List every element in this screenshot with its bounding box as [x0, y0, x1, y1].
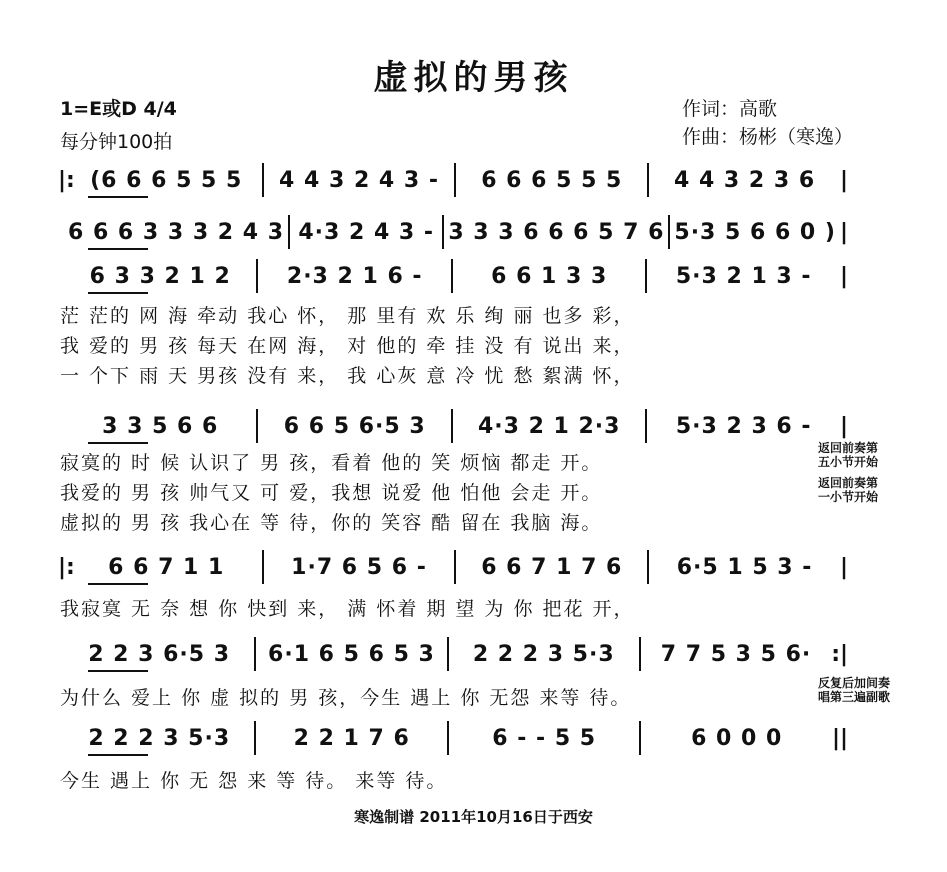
barline [262, 550, 264, 584]
lyric-line: 我爱的 男 孩 帅气又 可 爱，我想 说爱 他 怕他 会走 开。 [60, 482, 603, 504]
performance-note-line: 一小节开始 [818, 490, 879, 504]
measure: 2 2 3 6·5 3 [88, 641, 231, 667]
barline [647, 163, 649, 197]
barline [668, 215, 670, 249]
row-end-barline: | [839, 413, 848, 439]
barline [288, 215, 290, 249]
measure: 6·1 6 5 6 5 3 [268, 641, 435, 667]
repeat-start-sign: |: [58, 554, 75, 580]
beam-line [88, 442, 148, 444]
measure: 5·3 2 1 3 - [675, 263, 812, 289]
lyric-line: 今生 遇上 你 无 怨 来 等 待。 来等 待。 [60, 770, 448, 792]
measure: 6 3 3 2 1 2 [89, 263, 231, 289]
barline [645, 409, 647, 443]
barline [447, 721, 449, 755]
measure: 1·7 6 5 6 - [291, 554, 427, 580]
key-signature: 1=E或D 4/4 [60, 98, 177, 120]
measure: 6 0 0 0 [691, 725, 783, 751]
measure: 4 4 3 2 3 6 [674, 167, 816, 193]
performance-note-line: 反复后加间奏 [818, 676, 891, 690]
barline [451, 259, 453, 293]
lyric-line: 茫 茫的 网 海 牵动 我心 怀， 那 里有 欢 乐 绚 丽 也多 彩， [60, 305, 635, 327]
measure: 6 6 6 5 5 5 [481, 167, 623, 193]
measure: 5·3 2 3 6 - [675, 413, 812, 439]
barline [254, 721, 256, 755]
barline [256, 409, 258, 443]
barline [447, 637, 449, 671]
barline [254, 637, 256, 671]
notation-row [58, 716, 848, 760]
measure: 6 - - 5 5 [492, 725, 597, 751]
performance-note [818, 476, 878, 504]
measure: 6 6 6 3 3 3 2 4 3 [68, 219, 285, 245]
lyric-line: 为什么 爱上 你 虚 拟的 男 孩，今生 遇上 你 无怨 来等 待。 [60, 687, 632, 709]
song-title: 虚拟的男孩 [373, 58, 574, 98]
lyric-line: 一 个下 雨 天 男孩 没有 来， 我 心灰 意 冷 忧 愁 絮满 怀， [60, 365, 635, 387]
performance-note [818, 441, 878, 469]
row-end-barline: | [839, 167, 849, 193]
lyricist: 作词：高歌 [682, 98, 778, 120]
performance-note [818, 676, 890, 704]
measure: 3 3 5 6 6 [102, 413, 219, 439]
measure: 6 6 7 1 7 6 [481, 554, 623, 580]
measure: 4 4 3 2 4 3 - [279, 167, 439, 193]
row-end-barline: :| [831, 641, 849, 667]
lyric-line: 虚拟的 男 孩 我心在 等 待，你的 笑容 酷 留在 我脑 海。 [60, 512, 603, 534]
beam-line [88, 670, 148, 672]
measure: 4·3 2 4 3 - [298, 219, 435, 245]
row-end-barline: | [839, 263, 848, 289]
beam-line [88, 754, 148, 756]
measure: 3 3 3 6 6 6 5 7 6 [448, 219, 665, 245]
measure: 2 2 2 3 5·3 [88, 725, 231, 751]
lyric-line: 我 爱的 男 孩 每天 在网 海， 对 他的 牵 挂 没 有 说出 来， [60, 335, 635, 357]
barline [647, 550, 649, 584]
lyric-line: 我寂寞 无 奈 想 你 快到 来， 满 怀着 期 望 为 你 把花 开， [60, 598, 635, 620]
repeat-start-sign: |: [58, 167, 75, 193]
measure: 6·5 1 5 3 - [676, 554, 813, 580]
measure: 6 6 1 3 3 [491, 263, 608, 289]
beam-line [88, 196, 148, 198]
tempo: 每分钟100拍 [60, 131, 173, 153]
measure: 5·3 5 6 6 0 ) [674, 219, 836, 245]
row-end-barline: || [831, 725, 849, 751]
row-end-barline: | [839, 219, 848, 245]
notation-row [58, 404, 848, 448]
barline [639, 637, 641, 671]
beam-line [88, 292, 148, 294]
beam-line [88, 583, 148, 585]
measure: 6 6 7 1 1 [108, 554, 225, 580]
measure: 2·3 2 1 6 - [286, 263, 423, 289]
row-end-barline: | [839, 554, 849, 580]
notation-row [58, 545, 848, 589]
performance-note-line: 五小节开始 [818, 455, 879, 469]
barline [451, 409, 453, 443]
notation-row [58, 632, 848, 676]
barline [639, 721, 641, 755]
lyric-line: 寂寞的 时 候 认识了 男 孩，看着 他的 笑 烦恼 都走 开。 [60, 452, 603, 474]
footer-credit: 寒逸制谱 2011年10月16日于西安 [354, 808, 593, 826]
barline [454, 550, 456, 584]
measure: (6 6 6 5 5 5 [90, 167, 243, 193]
notation-row [58, 254, 848, 298]
performance-note-line: 唱第三遍副歌 [818, 690, 891, 704]
beam-line [88, 248, 148, 250]
composer: 作曲：杨彬（寒逸） [682, 126, 854, 148]
barline [442, 215, 444, 249]
barline [645, 259, 647, 293]
barline [262, 163, 264, 197]
measure: 7 7 5 3 5 6· [660, 641, 812, 667]
barline [256, 259, 258, 293]
barline [454, 163, 456, 197]
notation-row [58, 210, 848, 254]
measure: 6 6 5 6·5 3 [283, 413, 426, 439]
notation-row [58, 158, 848, 202]
measure: 2 2 1 7 6 [293, 725, 410, 751]
performance-note-line: 返回前奏第 [818, 476, 879, 490]
performance-note-line: 返回前奏第 [818, 441, 879, 455]
measure: 2 2 2 3 5·3 [472, 641, 615, 667]
measure: 4·3 2 1 2·3 [477, 413, 621, 439]
